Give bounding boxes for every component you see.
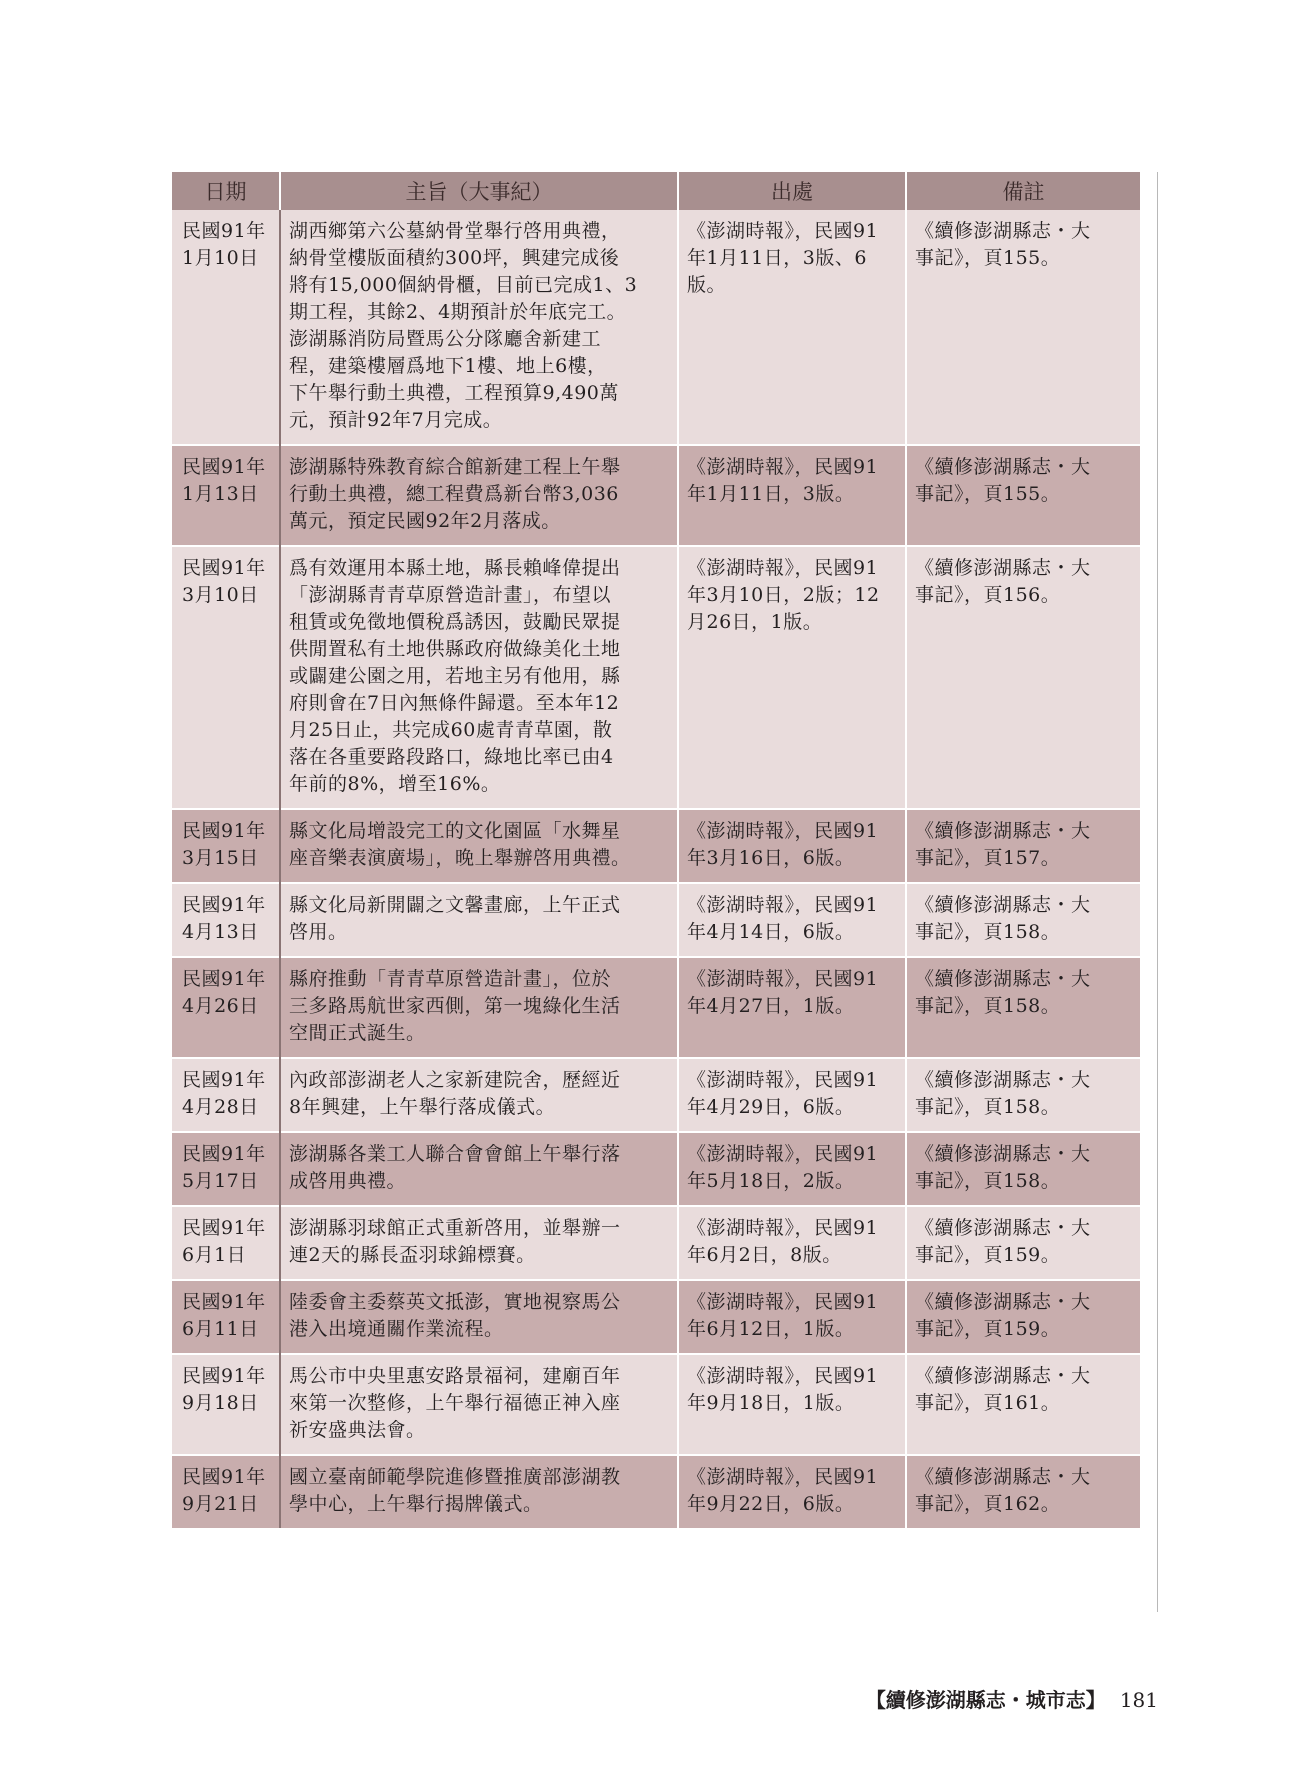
note-cell [906, 1132, 1140, 1206]
main-line: 「澎湖縣青青草原營造計畫」，布望以 [289, 584, 612, 606]
note-line: 《續修澎湖縣志・大 [915, 820, 1091, 842]
source-line: 年4月27日，1版。 [687, 995, 855, 1017]
note-line: 事記》，頁156。 [915, 584, 1061, 606]
table-row [172, 1354, 1140, 1455]
right-margin-rule [1157, 172, 1158, 1612]
source-line: 《澎湖時報》，民國91 [687, 1069, 879, 1091]
main-cell [280, 1455, 678, 1528]
main-line: 將有15,000個納骨櫃，目前已完成1、3 [289, 274, 638, 296]
header-date: 日期 [172, 172, 280, 210]
source-line: 《澎湖時報》，民國91 [687, 557, 879, 579]
note-line: 事記》，頁161。 [915, 1392, 1061, 1414]
main-line: 期工程，其餘2、4期預計於年底完工。 [289, 301, 627, 323]
main-line: 國立臺南師範學院進修暨推廣部澎湖教 [289, 1466, 621, 1488]
date-line: 1月13日 [182, 483, 259, 505]
note-line: 《續修澎湖縣志・大 [915, 1217, 1091, 1239]
note-line: 事記》，頁158。 [915, 1170, 1061, 1192]
main-line: 萬元，預定民國92年2月落成。 [289, 510, 561, 532]
header-note: 備註 [906, 172, 1140, 210]
table-header [172, 172, 1140, 210]
date-line: 6月1日 [182, 1244, 247, 1266]
main-cell [280, 445, 678, 546]
source-line: 年3月16日，6版。 [687, 847, 855, 869]
date-cell [172, 445, 280, 546]
main-line: 行動土典禮，總工程費爲新台幣3,036 [289, 483, 619, 505]
date-line: 民國91年 [182, 220, 266, 242]
main-line: 月25日止，共完成60處青青草園，散 [289, 719, 613, 741]
date-cell [172, 1132, 280, 1206]
main-line: 供閒置私有土地供縣政府做綠美化土地 [289, 638, 621, 660]
note-line: 《續修澎湖縣志・大 [915, 1069, 1091, 1091]
main-line: 租賃或免徵地價稅爲誘因，鼓勵民眾提 [289, 611, 621, 633]
source-line: 《澎湖時報》，民國91 [687, 1365, 879, 1387]
main-line: 縣文化局增設完工的文化園區「水舞星 [289, 820, 621, 842]
date-cell [172, 883, 280, 957]
events-table [172, 172, 1140, 1528]
main-cell [280, 1132, 678, 1206]
table-row [172, 1455, 1140, 1528]
note-line: 《續修澎湖縣志・大 [915, 557, 1091, 579]
main-line: 港入出境通關作業流程。 [289, 1318, 504, 1340]
main-line: 澎湖縣特殊教育綜合館新建工程上午舉 [289, 456, 621, 478]
main-line: 府則會在7日內無條件歸還。至本年12 [289, 692, 620, 714]
date-line: 民國91年 [182, 456, 266, 478]
date-line: 民國91年 [182, 1466, 266, 1488]
table-row [172, 210, 1140, 445]
date-line: 3月10日 [182, 584, 259, 606]
main-line: 三多路馬航世家西側，第一塊綠化生活 [289, 995, 621, 1017]
main-line: 落在各重要路段路口，綠地比率已由4 [289, 746, 614, 768]
source-line: 《澎湖時報》，民國91 [687, 456, 879, 478]
date-line: 民國91年 [182, 1217, 266, 1239]
table-row [172, 883, 1140, 957]
note-cell [906, 1354, 1140, 1455]
source-line: 《澎湖時報》，民國91 [687, 968, 879, 990]
main-line: 8年興建，上午舉行落成儀式。 [289, 1096, 556, 1118]
note-line: 《續修澎湖縣志・大 [915, 1466, 1091, 1488]
source-line: 《澎湖時報》，民國91 [687, 1466, 879, 1488]
source-cell [678, 546, 906, 809]
date-cell [172, 1206, 280, 1280]
note-line: 事記》，頁159。 [915, 1318, 1061, 1340]
note-line: 事記》，頁158。 [915, 1096, 1061, 1118]
main-line: 爲有效運用本縣土地，縣長賴峰偉提出 [289, 557, 621, 579]
source-line: 《澎湖時報》，民國91 [687, 1143, 879, 1165]
note-line: 事記》，頁159。 [915, 1244, 1061, 1266]
main-line: 馬公市中央里惠安路景福祠，建廟百年 [289, 1365, 621, 1387]
main-line: 學中心，上午舉行揭牌儀式。 [289, 1493, 543, 1515]
main-line: 下午舉行動土典禮，工程預算9,490萬 [289, 382, 619, 404]
date-cell [172, 1354, 280, 1455]
source-cell [678, 1280, 906, 1354]
date-cell [172, 210, 280, 445]
table-row [172, 1058, 1140, 1132]
source-cell [678, 1132, 906, 1206]
main-cell [280, 210, 678, 445]
source-line: 版。 [687, 274, 727, 296]
header-main: 主旨（大事紀） [280, 172, 678, 210]
date-line: 9月21日 [182, 1493, 259, 1515]
source-line: 《澎湖時報》，民國91 [687, 820, 879, 842]
date-line: 4月13日 [182, 921, 259, 943]
note-line: 事記》，頁155。 [915, 247, 1061, 269]
date-line: 5月17日 [182, 1170, 259, 1192]
date-line: 4月28日 [182, 1096, 259, 1118]
main-line: 納骨堂樓版面積約300坪，興建完成後 [289, 247, 620, 269]
main-line: 湖西鄉第六公墓納骨堂舉行啓用典禮， [289, 220, 621, 242]
main-line: 年前的8%，增至16%。 [289, 773, 501, 795]
table-row [172, 809, 1140, 883]
note-line: 事記》，頁157。 [915, 847, 1061, 869]
main-line: 或闢建公園之用，若地主另有他用，縣 [289, 665, 621, 687]
note-cell [906, 809, 1140, 883]
source-cell [678, 1354, 906, 1455]
main-line: 澎湖縣消防局暨馬公分隊廳舍新建工 [289, 328, 602, 350]
table-row [172, 1132, 1140, 1206]
source-line: 年3月10日，2版；12 [687, 584, 880, 606]
source-cell [678, 1206, 906, 1280]
main-cell [280, 1354, 678, 1455]
source-line: 年9月18日，1版。 [687, 1392, 855, 1414]
date-line: 民國91年 [182, 1143, 266, 1165]
source-line: 年1月11日，3版、6 [687, 247, 867, 269]
note-line: 《續修澎湖縣志・大 [915, 894, 1091, 916]
source-cell [678, 445, 906, 546]
source-cell [678, 957, 906, 1058]
date-line: 民國91年 [182, 1291, 266, 1313]
note-line: 《續修澎湖縣志・大 [915, 220, 1091, 242]
main-line: 澎湖縣羽球館正式重新啓用，並舉辦一 [289, 1217, 621, 1239]
date-cell [172, 1455, 280, 1528]
main-line: 縣文化局新開闢之文馨畫廊，上午正式 [289, 894, 621, 916]
date-line: 民國91年 [182, 557, 266, 579]
note-cell [906, 1280, 1140, 1354]
table-body [172, 210, 1140, 1528]
main-cell [280, 809, 678, 883]
source-line: 年5月18日，2版。 [687, 1170, 855, 1192]
source-line: 年6月2日，8版。 [687, 1244, 842, 1266]
main-cell [280, 883, 678, 957]
main-line: 啓用。 [289, 921, 348, 943]
main-line: 來第一次整修，上午舉行福德正神入座 [289, 1392, 621, 1414]
note-line: 《續修澎湖縣志・大 [915, 456, 1091, 478]
note-cell [906, 883, 1140, 957]
note-cell [906, 445, 1140, 546]
date-line: 6月11日 [182, 1318, 259, 1340]
note-cell [906, 1455, 1140, 1528]
main-cell [280, 1058, 678, 1132]
source-cell [678, 809, 906, 883]
main-line: 內政部澎湖老人之家新建院舍，歷經近 [289, 1069, 621, 1091]
date-cell [172, 957, 280, 1058]
book-title: 【續修澎湖縣志・城市志】 [865, 1688, 1106, 1712]
date-line: 9月18日 [182, 1392, 259, 1414]
source-line: 年4月29日，6版。 [687, 1096, 855, 1118]
source-cell [678, 883, 906, 957]
note-line: 事記》，頁162。 [915, 1493, 1061, 1515]
main-cell [280, 1206, 678, 1280]
note-cell [906, 210, 1140, 445]
note-line: 事記》，頁158。 [915, 921, 1061, 943]
date-line: 民國91年 [182, 968, 266, 990]
header-source: 出處 [678, 172, 906, 210]
source-line: 年6月12日，1版。 [687, 1318, 855, 1340]
main-line: 縣府推動「青青草原營造計畫」，位於 [289, 968, 612, 990]
note-line: 《續修澎湖縣志・大 [915, 1143, 1091, 1165]
note-cell [906, 1206, 1140, 1280]
main-line: 元，預計92年7月完成。 [289, 409, 503, 431]
main-cell [280, 957, 678, 1058]
note-line: 事記》，頁155。 [915, 483, 1061, 505]
source-line: 《澎湖時報》，民國91 [687, 220, 879, 242]
main-line: 連2天的縣長盃羽球錦標賽。 [289, 1244, 536, 1266]
main-line: 澎湖縣各業工人聯合會會館上午舉行落 [289, 1143, 621, 1165]
note-line: 事記》，頁158。 [915, 995, 1061, 1017]
date-line: 民國91年 [182, 820, 266, 842]
main-line: 陸委會主委蔡英文抵澎，實地視察馬公 [289, 1291, 621, 1313]
note-cell [906, 546, 1140, 809]
date-line: 3月15日 [182, 847, 259, 869]
date-cell [172, 809, 280, 883]
note-cell [906, 957, 1140, 1058]
main-line: 程，建築樓層爲地下1樓、地上6樓， [289, 355, 607, 377]
main-line: 成啓用典禮。 [289, 1170, 407, 1192]
source-line: 《澎湖時報》，民國91 [687, 894, 879, 916]
note-cell [906, 1058, 1140, 1132]
source-line: 年9月22日，6版。 [687, 1493, 855, 1515]
main-line: 空間正式誕生。 [289, 1022, 426, 1044]
note-line: 《續修澎湖縣志・大 [915, 1365, 1091, 1387]
source-line: 《澎湖時報》，民國91 [687, 1217, 879, 1239]
main-cell [280, 546, 678, 809]
source-line: 年1月11日，3版。 [687, 483, 855, 505]
source-line: 年4月14日，6版。 [687, 921, 855, 943]
source-cell [678, 1455, 906, 1528]
main-line: 祈安盛典法會。 [289, 1419, 426, 1441]
date-line: 4月26日 [182, 995, 259, 1017]
table-row [172, 445, 1140, 546]
table-row [172, 546, 1140, 809]
date-cell [172, 1058, 280, 1132]
date-line: 1月10日 [182, 247, 259, 269]
date-cell [172, 546, 280, 809]
table-row [172, 1206, 1140, 1280]
note-line: 《續修澎湖縣志・大 [915, 1291, 1091, 1313]
source-cell [678, 1058, 906, 1132]
main-line: 座音樂表演廣場」，晚上舉辦啓用典禮。 [289, 847, 631, 869]
date-line: 民國91年 [182, 894, 266, 916]
table-row [172, 957, 1140, 1058]
date-line: 民國91年 [182, 1365, 266, 1387]
date-cell [172, 1280, 280, 1354]
note-line: 《續修澎湖縣志・大 [915, 968, 1091, 990]
source-cell [678, 210, 906, 445]
date-line: 民國91年 [182, 1069, 266, 1091]
table-row [172, 1280, 1140, 1354]
source-line: 《澎湖時報》，民國91 [687, 1291, 879, 1313]
main-cell [280, 1280, 678, 1354]
source-line: 月26日，1版。 [687, 611, 823, 633]
page-number: 181 [1119, 1688, 1158, 1712]
page-footer [866, 1684, 1158, 1713]
